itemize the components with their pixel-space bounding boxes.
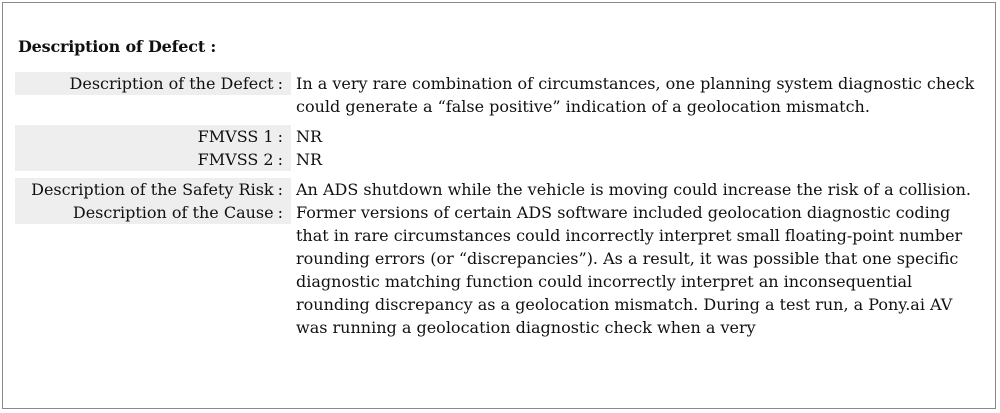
field-label-cell: [15, 148, 291, 171]
label-colon: :: [277, 127, 283, 146]
label-colon: :: [277, 74, 283, 93]
field-label-cell: [15, 72, 291, 95]
field-value: Former versions of certain ADS software included geolocation diagnostic coding that in rare circumstances could incorrectly interpret small floating-point number rounding errors (or “discrepancies”). As a result, it was possible that one specific diagnostic matching function could incorrectly interpret an inconsequential rounding discrepancy as a geolocation mismatch. During a test run, a Pony.ai AV was running a geolocation diagnostic check when a very: [296, 203, 963, 337]
row-fmvss-1: [15, 125, 987, 148]
row-safety-risk: [15, 178, 987, 201]
label-colon: :: [277, 180, 283, 199]
field-value: NR: [296, 127, 323, 146]
defect-details-table: [15, 72, 987, 339]
field-label: Description of the Cause: [72, 203, 274, 222]
label-colon: :: [277, 150, 283, 169]
field-label: FMVSS 1: [197, 127, 274, 146]
label-colon: :: [277, 203, 283, 222]
field-label: Description of the Defect: [69, 74, 274, 93]
section-title: Description of Defect :: [18, 37, 217, 56]
field-label-cell: [15, 125, 291, 148]
row-description-of-cause: [15, 201, 987, 339]
field-value: In a very rare combination of circumstances, one planning system diagnostic check could generate a “false positive” indication of a geolocation mismatch.: [296, 74, 975, 116]
field-value: An ADS shutdown while the vehicle is moving could increase the risk of a collision.: [296, 180, 971, 199]
field-label-cell: [15, 178, 291, 201]
field-label: FMVSS 2: [197, 150, 274, 169]
field-label: Description of the Safety Risk: [31, 180, 274, 199]
field-label-cell: [15, 201, 291, 224]
row-fmvss-2: [15, 148, 987, 171]
field-value: NR: [296, 150, 323, 169]
row-description-of-defect: [15, 72, 987, 118]
